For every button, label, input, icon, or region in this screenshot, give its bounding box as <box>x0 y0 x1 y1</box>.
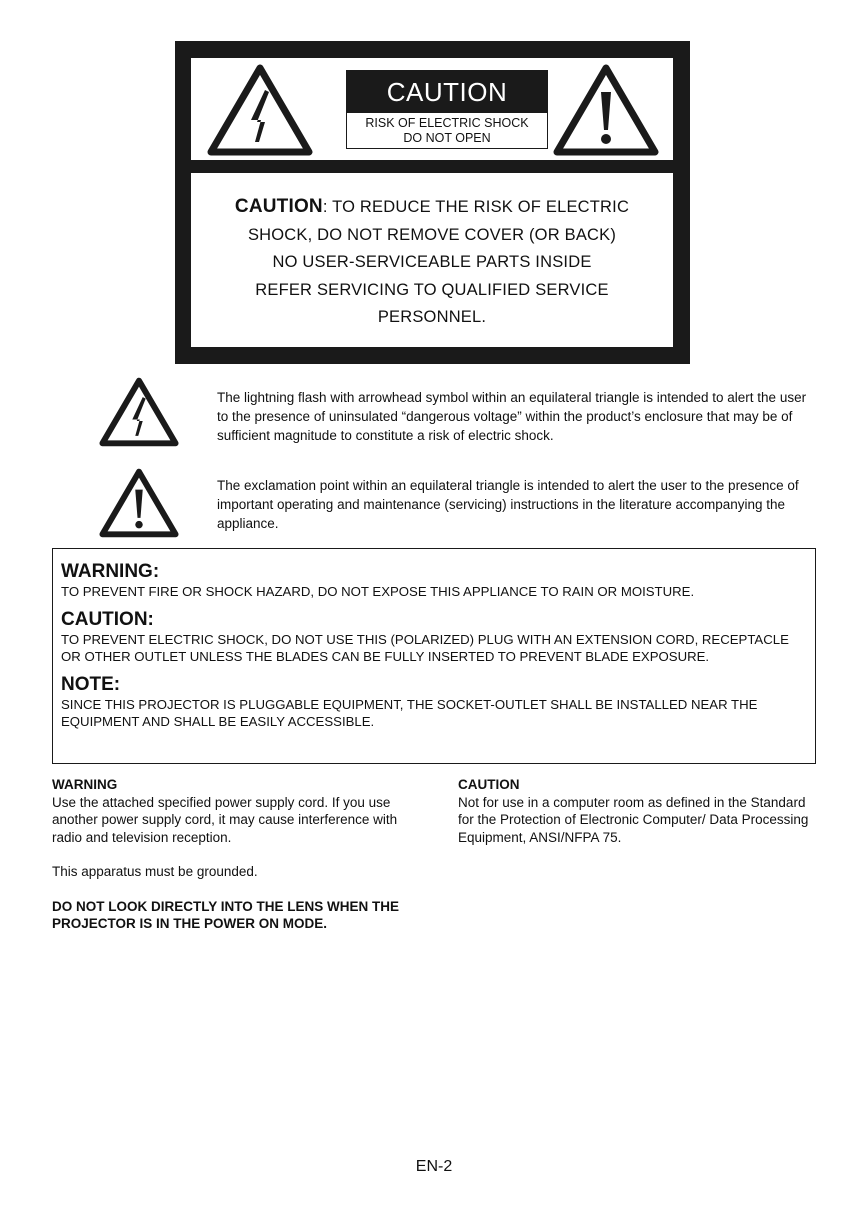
page-number: EN-2 <box>415 1158 453 1175</box>
lightning-triangle-icon <box>205 62 315 158</box>
warning-box <box>52 548 816 764</box>
symbol-explanation-text: The lightning flash with arrowhead symbol within an equilateral triangle is intended to alert the user to the presence of uninsulated “dangerous voltage” within the product’s enclosure that may be of sufficient magnitude to constitute a risk of electric shock. <box>217 390 807 443</box>
right-column-paragraph: Not for use in a computer room as defined in the Standard for the Protection of Electronic Computer/ Data Processing Equipment, ANSI/NFPA 75. <box>458 794 809 845</box>
warning-heading: WARNING: <box>61 561 160 582</box>
caution-notice-line3: NO USER-SERVICEABLE PARTS INSIDE <box>272 253 592 271</box>
left-column-paragraph: DO NOT LOOK DIRECTLY INTO THE LENS WHEN THE PROJECTOR IS IN THE POWER ON MODE. <box>52 898 400 931</box>
exclamation-triangle-icon <box>98 467 180 544</box>
caution-label-line1: RISK OF ELECTRIC SHOCK <box>365 116 529 130</box>
caution-notice-line5: PERSONNEL. <box>377 308 487 326</box>
left-column <box>52 776 412 950</box>
caution-notice <box>191 173 673 347</box>
caution-panel-header <box>191 58 673 160</box>
warning-text: TO PREVENT FIRE OR SHOCK HAZARD, DO NOT EXPOSE THIS APPLIANCE TO RAIN OR MOISTURE. <box>61 584 695 599</box>
caution-label-line2: DO NOT OPEN <box>403 131 491 145</box>
left-column-heading: WARNING <box>52 777 118 792</box>
caution-label-subtitle <box>347 113 547 146</box>
caution-notice-line4: REFER SERVICING TO QUALIFIED SERVICE <box>255 280 609 299</box>
caution-text: TO PREVENT ELECTRIC SHOCK, DO NOT USE THIS (POLARIZED) PLUG WITH AN EXTENSION CORD, RECEPTACLE OR OTHER OUTLET UNLESS THE BLADES CAN BE FULLY INSERTED TO PREVENT BLADE EXPOSURE. <box>61 631 789 664</box>
note-heading: NOTE: <box>61 673 121 695</box>
caution-panel <box>175 41 690 364</box>
left-column-paragraph: This apparatus must be grounded. <box>52 864 258 879</box>
caution-heading: CAUTION: <box>61 608 154 630</box>
exclamation-triangle-icon <box>551 62 661 158</box>
symbol-explanation-text: The exclamation point within an equilateral triangle is intended to alert the user to the presence of important operating and maintenance (servicing) instructions in the literature accompanying the appliance. <box>217 478 799 531</box>
note-text: SINCE THIS PROJECTOR IS PLUGGABLE EQUIPMENT, THE SOCKET-OUTLET SHALL BE INSTALLED NEAR THE EQUIPMENT AND SHALL BE EASILY ACCESSIBLE. <box>61 696 758 729</box>
caution-notice-lead: CAUTION <box>234 196 323 217</box>
caution-notice-line1: : TO REDUCE THE RISK OF ELECTRIC <box>322 198 630 216</box>
caution-label <box>346 70 548 149</box>
right-column-heading: CAUTION <box>458 777 520 792</box>
caution-notice-text <box>191 193 673 332</box>
right-column <box>458 776 818 863</box>
lightning-triangle-icon <box>98 376 180 453</box>
caution-notice-line2: SHOCK, DO NOT REMOVE COVER (OR BACK) <box>247 225 617 244</box>
caution-label-title: CAUTION <box>347 71 547 113</box>
left-column-paragraph: Use the attached specified power supply cord. If you use another power supply cord, it may cause interference with radio and television reception. <box>52 794 398 845</box>
